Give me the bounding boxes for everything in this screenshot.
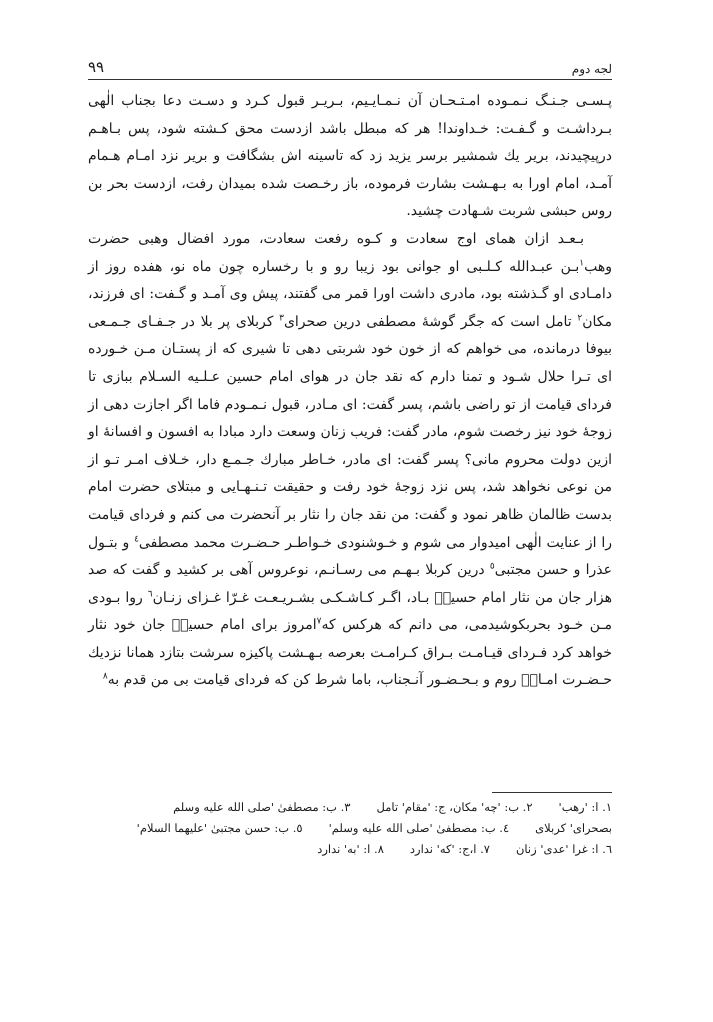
- header-divider: [88, 79, 612, 80]
- note-mark: ۷: [316, 616, 322, 627]
- footnote: ٤. ب: مصطفیٰ 'صلی الله علیه وسلم': [328, 821, 510, 835]
- footnote: ۳. ب: مصطفیٰ 'صلی الله علیه وسلم: [173, 800, 351, 814]
- note-mark: ۸: [102, 671, 108, 682]
- paragraph-2: [88, 226, 612, 695]
- footnotes: [88, 797, 612, 860]
- text-span: روا بـودی مـن خـود بحربکوشیدمی، می دانم که هرکس که: [88, 589, 612, 634]
- page-number: ۹۹: [88, 58, 105, 76]
- footnote: ۸. ا: 'به' ندارد: [317, 842, 384, 856]
- footnote: ۲. ب: 'چه' مکان، ج: 'مقام' تامل: [376, 800, 533, 814]
- footnote-row: [88, 818, 612, 839]
- note-mark: ٥: [489, 561, 495, 572]
- footnote-row: [88, 839, 612, 860]
- note-mark: ٦: [147, 589, 153, 600]
- footnote-row: [88, 797, 612, 818]
- note-mark: ٤: [134, 533, 139, 544]
- paragraph-1: پـسـی جـنـگ نـمـوده امـتـحـان آن نـمـایـیم، بـریـر قبول کـرد و دسـت دعا بجناب الٰهی بـرداشـت و گـفـت: خـداوندا! هر که مبطل باشد ازدست محق کـشته شود، پس بـاهـم درپیچیدند، بریر یك شمشیر برسر یزید زد که تاسینه اش بشگافت و بریر نزد امـام هـمام آمـد، امام اورا به بـهـشت بشارت فرموده، باز رخـصت شده بمیدان رفت، ازدست بحر بن روس حبشی شربت شـهادت چشید.: [88, 93, 612, 220]
- text-span: تامل است که جگر گوشهٔ مصطفی درین صحرای: [283, 313, 578, 330]
- footnote: ۱. ا: 'رهب': [558, 800, 612, 814]
- body-text: [88, 88, 612, 695]
- footnote: بصحرای' کربلای: [535, 821, 612, 835]
- note-mark: ۳: [279, 313, 284, 324]
- running-head: [88, 50, 612, 76]
- note-mark: ۱: [579, 257, 585, 268]
- text-span: امروز برای امام حسینؑ جان خود نثار خواهد کرد فـردای قیـامـت بـراق کـرامـت بعرصه بـهـشت پاکیزه سرشت بتازد همانا نزدیك حـضـرت امـامؑ روم و بـحـضـور آنـجناب، باما شرط کن که فردای قیامت بی من قدم به: [88, 617, 612, 689]
- footnote: ٥. ب: حسن مجتبیٰ 'علیهما السلام': [136, 821, 303, 835]
- text-span: کربلای پر بلا در جـفـای جـمـعی بیوفا درمانده، می خواهم که از خون خود شربتی دهی تا شیری که از پستـان مـن خـورده ای تـرا حلال شـود و تمنا دارم که نقد جان در هوای امام حسین عـلـیه السـلام ببازی تا فردای قیامت از تو راضی باشم، پسر گفت: ای مـادر، قبول نـمـودم فاما اگر اجازت دهی از زوجهٔ خود نیز رخصت شوم، مادر گفت: فریب زنان وسعت دارد مبادا به افسون و افسانهٔ او ازین دولت محروم مانی؟ پسر گفت: ای مادر، خـاطر مبارك جـمـع دار، خـلاف امـر تـو از من نوعی نخواهد شد، پس نزد زوجهٔ خود رفت و حقیقت تـنـهـایی و مبتلای حضرت امام بدست ظالمان ظاهر نمود و گفت: من نقد جان را نثار بر آنحضرت می کنم و فردای قیامت را از عنایت الٰهی امیدوار می شوم و خـوشنودی خـواطـر حـضـرت محمد مصطفی: [88, 313, 612, 551]
- footnote: ٦. ا: غرا 'عدی' زنان: [515, 842, 612, 856]
- note-mark: ۲: [577, 313, 583, 324]
- text-span: بـعـد ازان همای اوج سعادت و کـوه رفعت سعادت، مورد افضال وهبی حضرت وهب: [88, 230, 612, 275]
- text-span: درین کربلا بـهـم می رسـانـم، نوعروس آهی بر کشید و گفت که صد هزار جان من نثار امام حسینؑ بـاد، اگـر کـاشـکـی بشـریـعـت غـرّا غـزای زنـان: [88, 562, 613, 606]
- footnote: ۷. ا،ج: 'که' ندارد: [409, 842, 490, 856]
- footnote-divider: [492, 792, 612, 793]
- text-span: بـن عبـدالله کـلـبی او جوانی بود زیبا رو و با رخساره چون ماه نو، هفده روز از دامـادی او گـذشته بود، مادری داشت اورا قمر می گفتند، پیش وی آمـد و گـفت: ای فرزند، مکان: [88, 258, 613, 330]
- text-span: و بتـول عذرا و حسن مجتبی: [88, 534, 613, 579]
- section-title: لجه دوم: [571, 62, 612, 76]
